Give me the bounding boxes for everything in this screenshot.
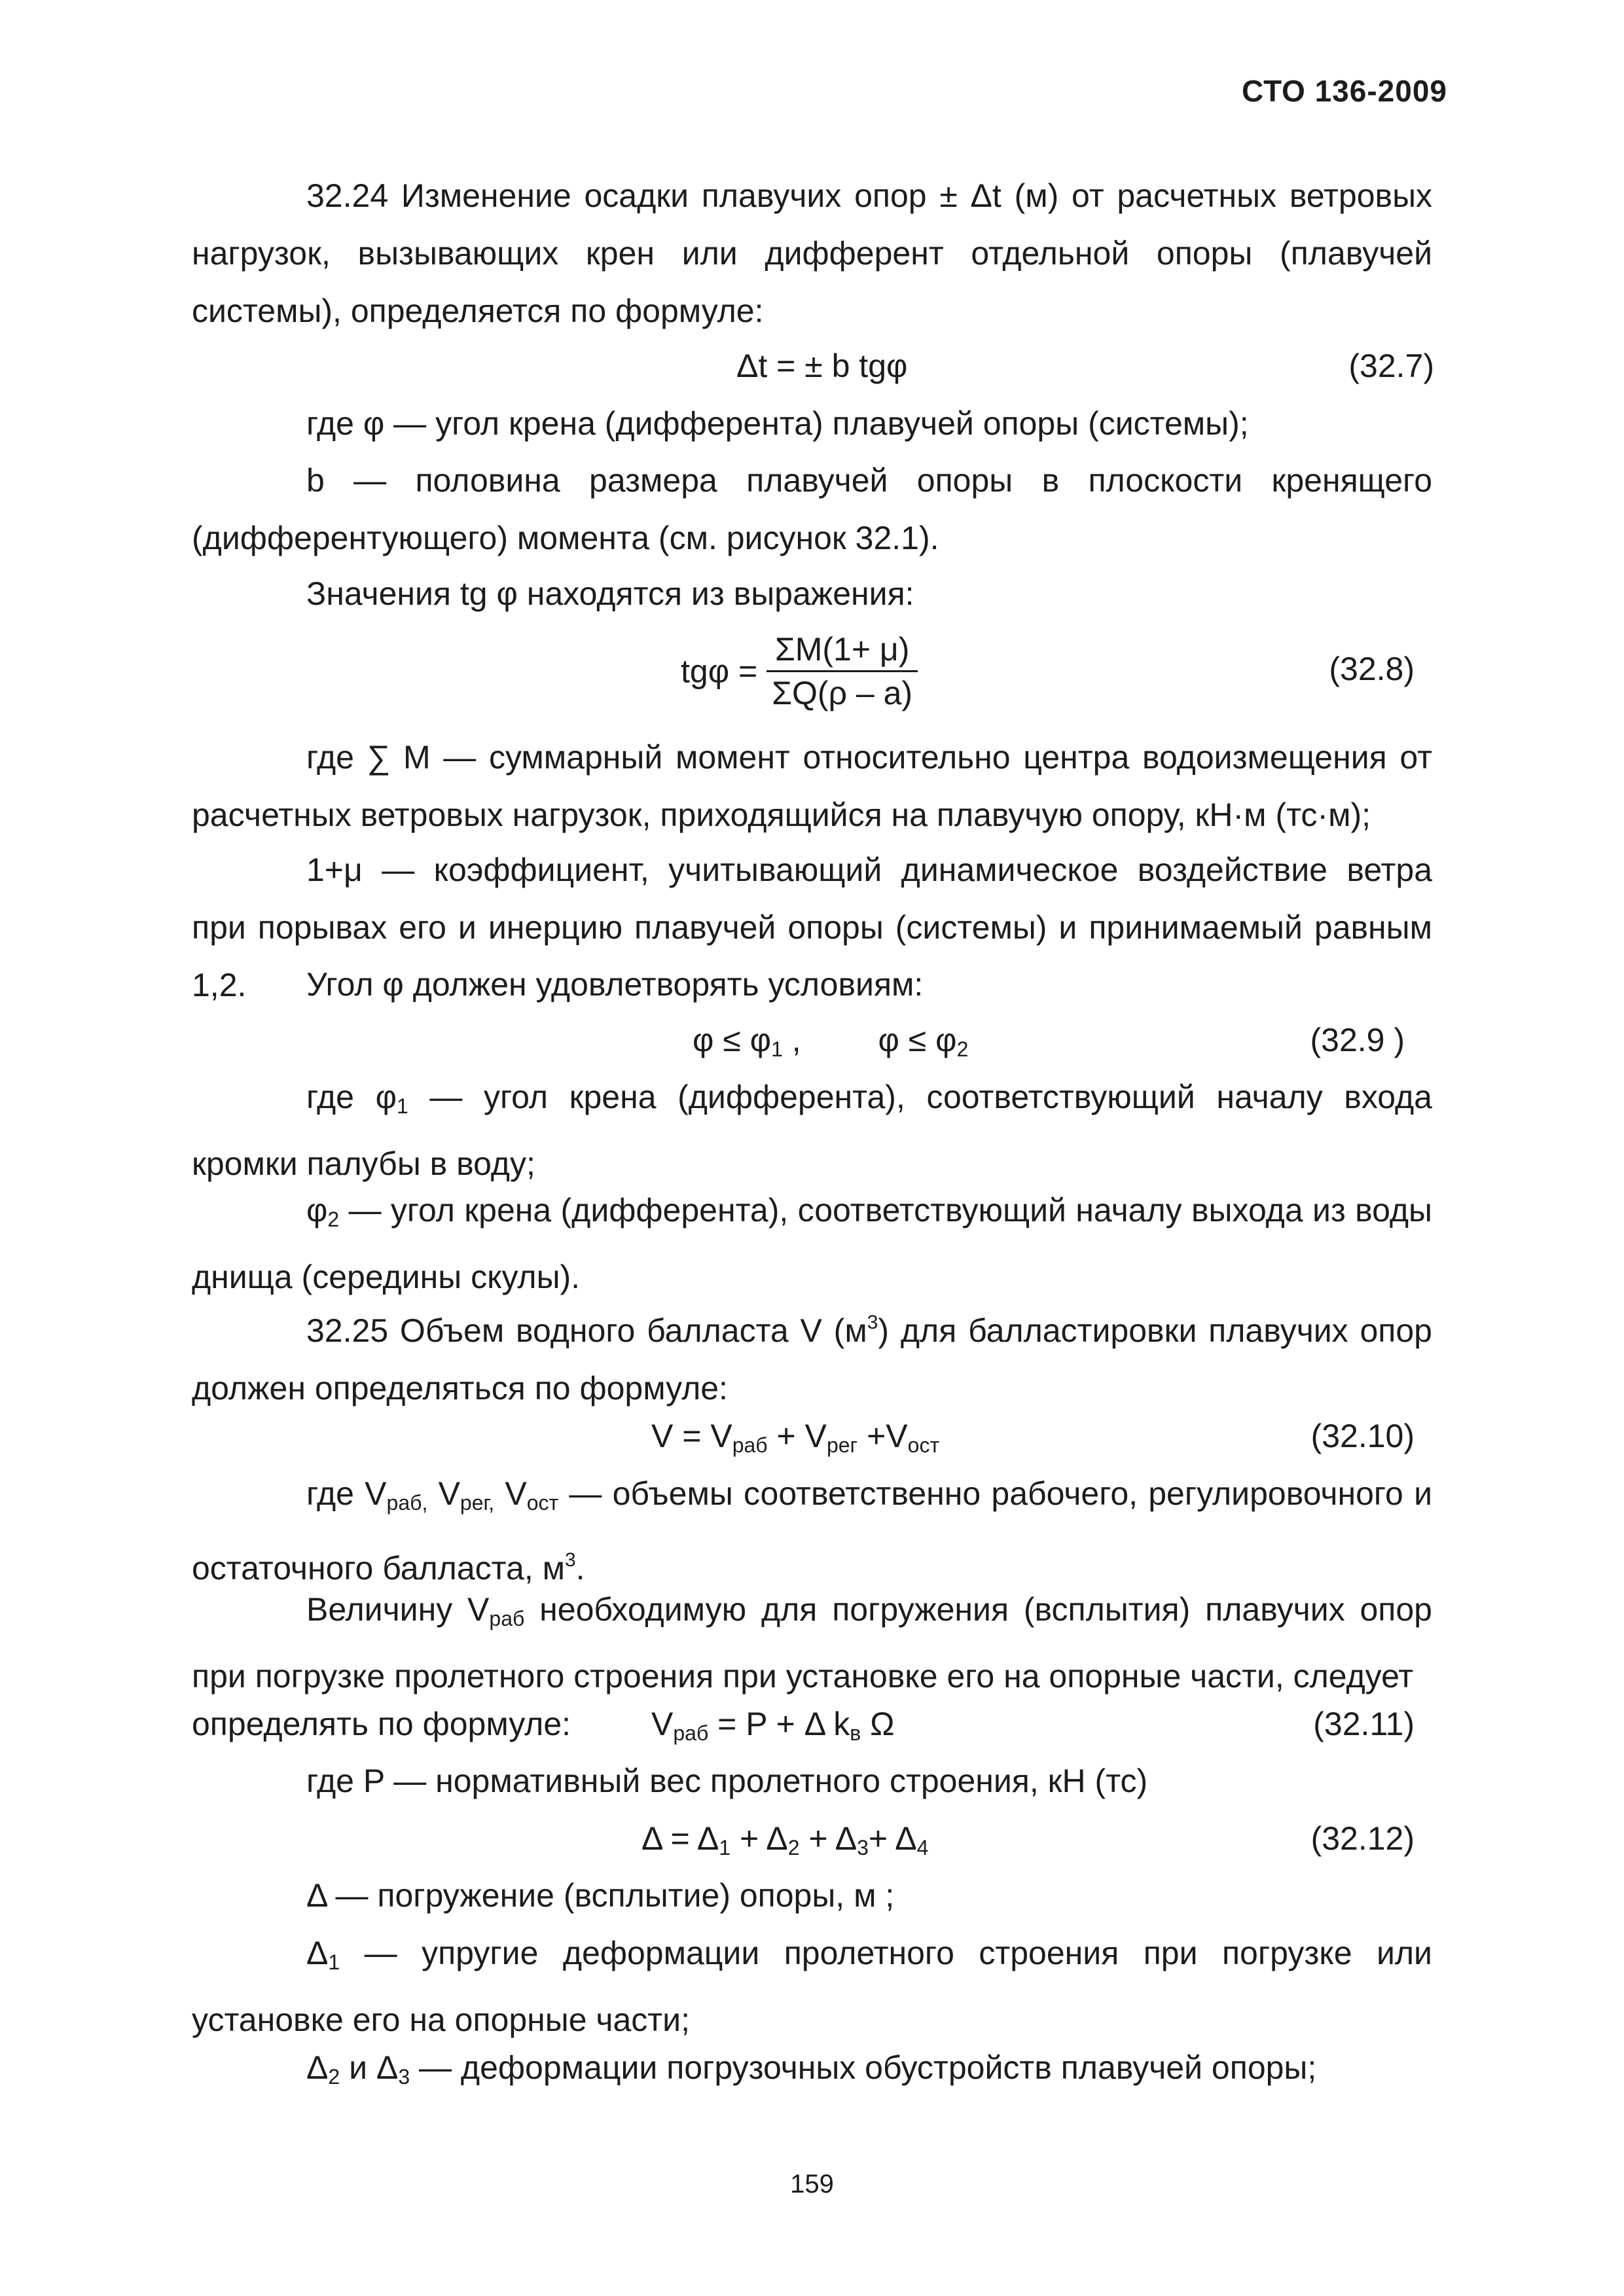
subscript: 1 (771, 1037, 783, 1061)
subscript: ост (907, 1433, 940, 1457)
text: — деформации погрузочных обустройств плавучей опоры; (410, 2049, 1317, 2086)
formula-32-7: Δt = ± b tgφ (736, 348, 908, 384)
text: + Δ (868, 1820, 917, 1857)
subscript: 2 (327, 1208, 340, 1231)
text: = P + Δ k (708, 1706, 850, 1742)
text: ) для балластировки плавучих опор должен определяться по формуле: (192, 1312, 1432, 1407)
text: где φ (306, 1079, 397, 1115)
text: где V (306, 1475, 387, 1512)
where-sum-m-definition: где ∑ M — суммарный момент относительно центра водоизмещения от расчетных ветровых нагрузок, приходящийся на плавучую опору, кН·м (тс·м); (192, 739, 1432, 833)
subscript: 3 (398, 2065, 410, 2089)
text: 32.25 Объем водного балласта V (м (306, 1312, 867, 1349)
subscript: 1 (397, 1094, 408, 1118)
text: — объемы соответственно рабочего, регулировочного и остаточного балласта, м (192, 1475, 1432, 1587)
text: Δ (306, 1935, 329, 1971)
equation-number-32-7: (32.7) (1348, 348, 1434, 384)
where-phi1-definition (192, 1068, 1432, 1193)
text: Δ (306, 2049, 329, 2086)
subscript: 1 (719, 1836, 731, 1859)
paragraph-v-work (192, 1581, 1432, 1705)
condition-2: φ ≤ φ (878, 1022, 957, 1058)
text: . (575, 1550, 585, 1587)
separator: , (782, 1022, 801, 1058)
text: V (494, 1475, 527, 1512)
document-code: СТО 136-2009 (1242, 74, 1447, 108)
text: +V (857, 1418, 908, 1454)
subscript: 2 (787, 1836, 800, 1859)
subscript: раб, (386, 1491, 428, 1515)
paragraph-v-work-tail: определять по формуле: (192, 1706, 571, 1742)
text: + V (767, 1418, 827, 1454)
subscript: раб (673, 1721, 709, 1745)
subscript: 2 (956, 1037, 969, 1061)
delta2-delta3-definition (306, 2039, 1316, 2106)
subscript: ост (526, 1491, 559, 1515)
subscript: 4 (916, 1836, 929, 1859)
text: Величину V (306, 1591, 490, 1628)
where-volumes-definition (192, 1465, 1432, 1597)
equation-number-32-11: (32.11) (1313, 1706, 1415, 1742)
superscript: 3 (564, 1549, 576, 1571)
text: V (427, 1475, 460, 1512)
text: Δ = Δ (641, 1820, 719, 1857)
where-mu-definition: 1+μ — коэффициент, учитывающий динамическое воздействие ветра при порывах его и инерцию плавучей опоры (системы) и принимаемый равным 1,2. (192, 852, 1432, 1003)
subscript: раб (489, 1607, 525, 1630)
where-p-definition: где P — нормативный вес пролетного строения, кН (тс) (306, 1763, 1148, 1799)
text: — угол крена (дифферента), соответствующий началу выхода из воды днища (середины скулы). (192, 1192, 1432, 1295)
text: + Δ (731, 1820, 788, 1857)
condition-1: φ ≤ φ (693, 1022, 772, 1058)
page-number: 159 (790, 2170, 834, 2198)
where-phi2-definition (192, 1181, 1432, 1306)
angle-conditions-intro: Угол φ должен удовлетворять условиям: (306, 966, 924, 1003)
subscript: рег (826, 1433, 858, 1457)
text: — угол крена (дифферента), соответствующий началу входа кромки палубы в воду; (192, 1079, 1432, 1182)
text: V (651, 1706, 674, 1742)
subscript: рег, (460, 1491, 495, 1515)
fraction (767, 628, 918, 714)
paragraph-32-25 (192, 1294, 1432, 1417)
fraction-denominator: ΣQ(ρ – a) (772, 675, 913, 711)
where-phi-definition: где φ — угол крена (дифферента) плавучей опоры (системы); (306, 405, 1249, 442)
formula-lhs: tgφ = (681, 653, 758, 690)
equation-number-32-8: (32.8) (1329, 651, 1415, 687)
formula-32-8 (681, 628, 918, 714)
text: необходимую для погружения (всплытия) плавучих опор при погрузке пролетного строения при установке его на опорные части, следует (192, 1591, 1432, 1695)
superscript: 3 (867, 1312, 878, 1333)
text: φ (306, 1192, 328, 1229)
subscript: 2 (328, 2065, 340, 2089)
subscript: 3 (857, 1836, 869, 1859)
equation-number-32-12: (32.12) (1310, 1820, 1415, 1857)
where-b-definition: b — половина размера плавучей опоры в плоскости кренящего (дифферентующего) момента (см. рисунок 32.1). (192, 462, 1432, 556)
fraction-numerator: ΣM(1+ μ) (767, 628, 918, 672)
subscript: в (850, 1721, 861, 1745)
subscript: 1 (328, 1950, 340, 1974)
text: и Δ (340, 2049, 399, 2086)
text: V = V (651, 1418, 732, 1454)
formula-32-10 (651, 1407, 939, 1474)
text: — упругие деформации пролетного строения при погрузке или установке его на опорные части; (192, 1935, 1432, 2038)
text: Ω (861, 1706, 895, 1742)
equation-number-32-10: (32.10) (1310, 1418, 1415, 1454)
tg-intro: Значения tg φ находятся из выражения: (306, 575, 914, 612)
equation-number-32-9: (32.9 ) (1310, 1022, 1405, 1058)
text: + Δ (799, 1820, 857, 1857)
paragraph-32-24: 32.24 Изменение осадки плавучих опор ± Δt (м) от расчетных ветровых нагрузок, вызывающих крен или дифферент отдельной опоры (плавучей системы), определяется по формуле: (192, 177, 1432, 329)
delta-definition: Δ — погружение (всплытие) опоры, м ; (306, 1877, 895, 1914)
delta1-definition (192, 1924, 1432, 2049)
subscript: раб (732, 1433, 768, 1457)
